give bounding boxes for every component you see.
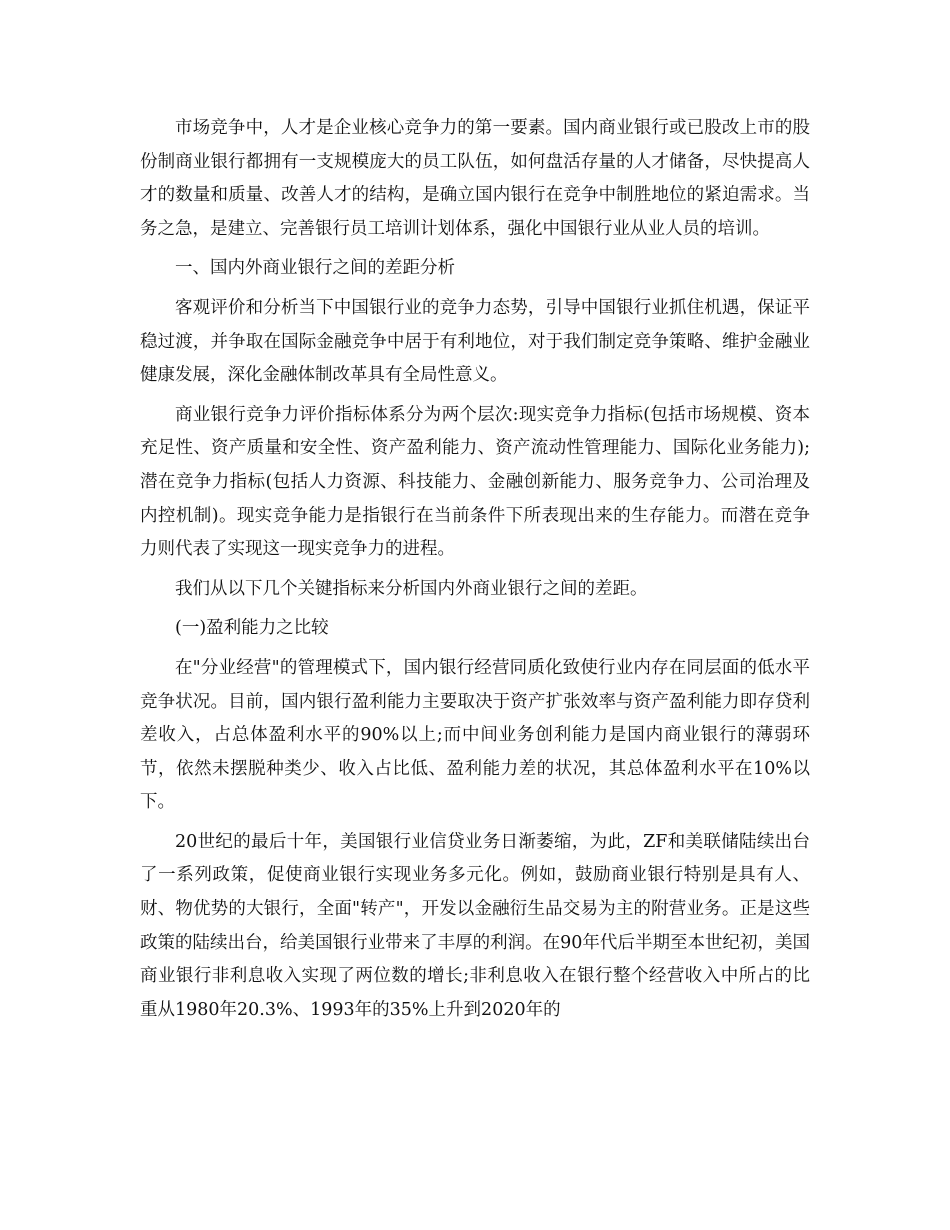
paragraph-talent: 市场竞争中，人才是企业核心竞争力的第一要素。国内商业银行或已股改上市的股份制商业银行都拥有一支规模庞大的员工队伍，如何盘活存量的人才储备，尽快提高人才的数量和质量、改善人才的结构，是确立国内银行在竞争中制胜地位的紧迫需求。当务之急，是建立、完善银行员工培训计划体系，强化中国银行业从业人员的培训。	[140, 118, 810, 239]
paragraph-indicator-system: 商业银行竞争力评价指标体系分为两个层次:现实竞争力指标(包括市场规模、资本充足性、资产质量和安全性、资产盈利能力、资产流动性管理能力、国际化业务能力);潜在竞争力指标(包括人力资源、科技能力、金融创新能力、服务竞争力、公司治理及内控机制)。现实竞争能力是指银行在当前条件下所表现出来的生存能力。而潜在竞争力则代表了实现这一现实竞争力的进程。	[140, 404, 810, 560]
subsection-heading-profitability: (一)盈利能力之比较	[175, 618, 329, 639]
section-heading-gap-analysis: 一、国内外商业银行之间的差距分析	[175, 258, 455, 279]
paragraph-competitiveness: 客观评价和分析当下中国银行业的竞争力态势，引导中国银行业抓住机遇，保证平稳过渡，并争取在国际金融竞争中居于有利地位，对于我们制定竞争策略、维护金融业健康发展，深化金融体制改革具有全局性意义。	[140, 297, 810, 386]
document-page	[140, 112, 810, 1033]
paragraph-key-indicators: 我们从以下几个关键指标来分析国内外商业银行之间的差距。	[175, 578, 648, 599]
paragraph-us-banking: 20世纪的最后十年，美国银行业信贷业务日渐萎缩，为此，ZF和美联储陆续出台了一系列政策，促使商业银行实现业务多元化。例如，鼓励商业银行特别是具有人、财、物优势的大银行，全面"转产"，开发以金融衍生品交易为主的附营业务。正是这些政策的陆续出台，给美国银行业带来了丰厚的利润。在90年代后半期至本世纪初，美国商业银行非利息收入实现了两位数的增长;非利息收入在银行整个经营收入中所占的比重从1980年20.3%、1993年的35%上升到2020年的	[140, 831, 810, 1020]
paragraph-domestic-profitability: 在"分业经营"的管理模式下，国内银行经营同质化致使行业内存在同层面的低水平竞争状况。目前，国内银行盈利能力主要取决于资产扩张效率与资产盈利能力即存贷利差收入，占总体盈利水平的90%以上;而中间业务创利能力是国内商业银行的薄弱环节，依然未摆脱种类少、收入占比低、盈利能力差的状况，其总体盈利水平在10%以下。	[140, 657, 810, 813]
